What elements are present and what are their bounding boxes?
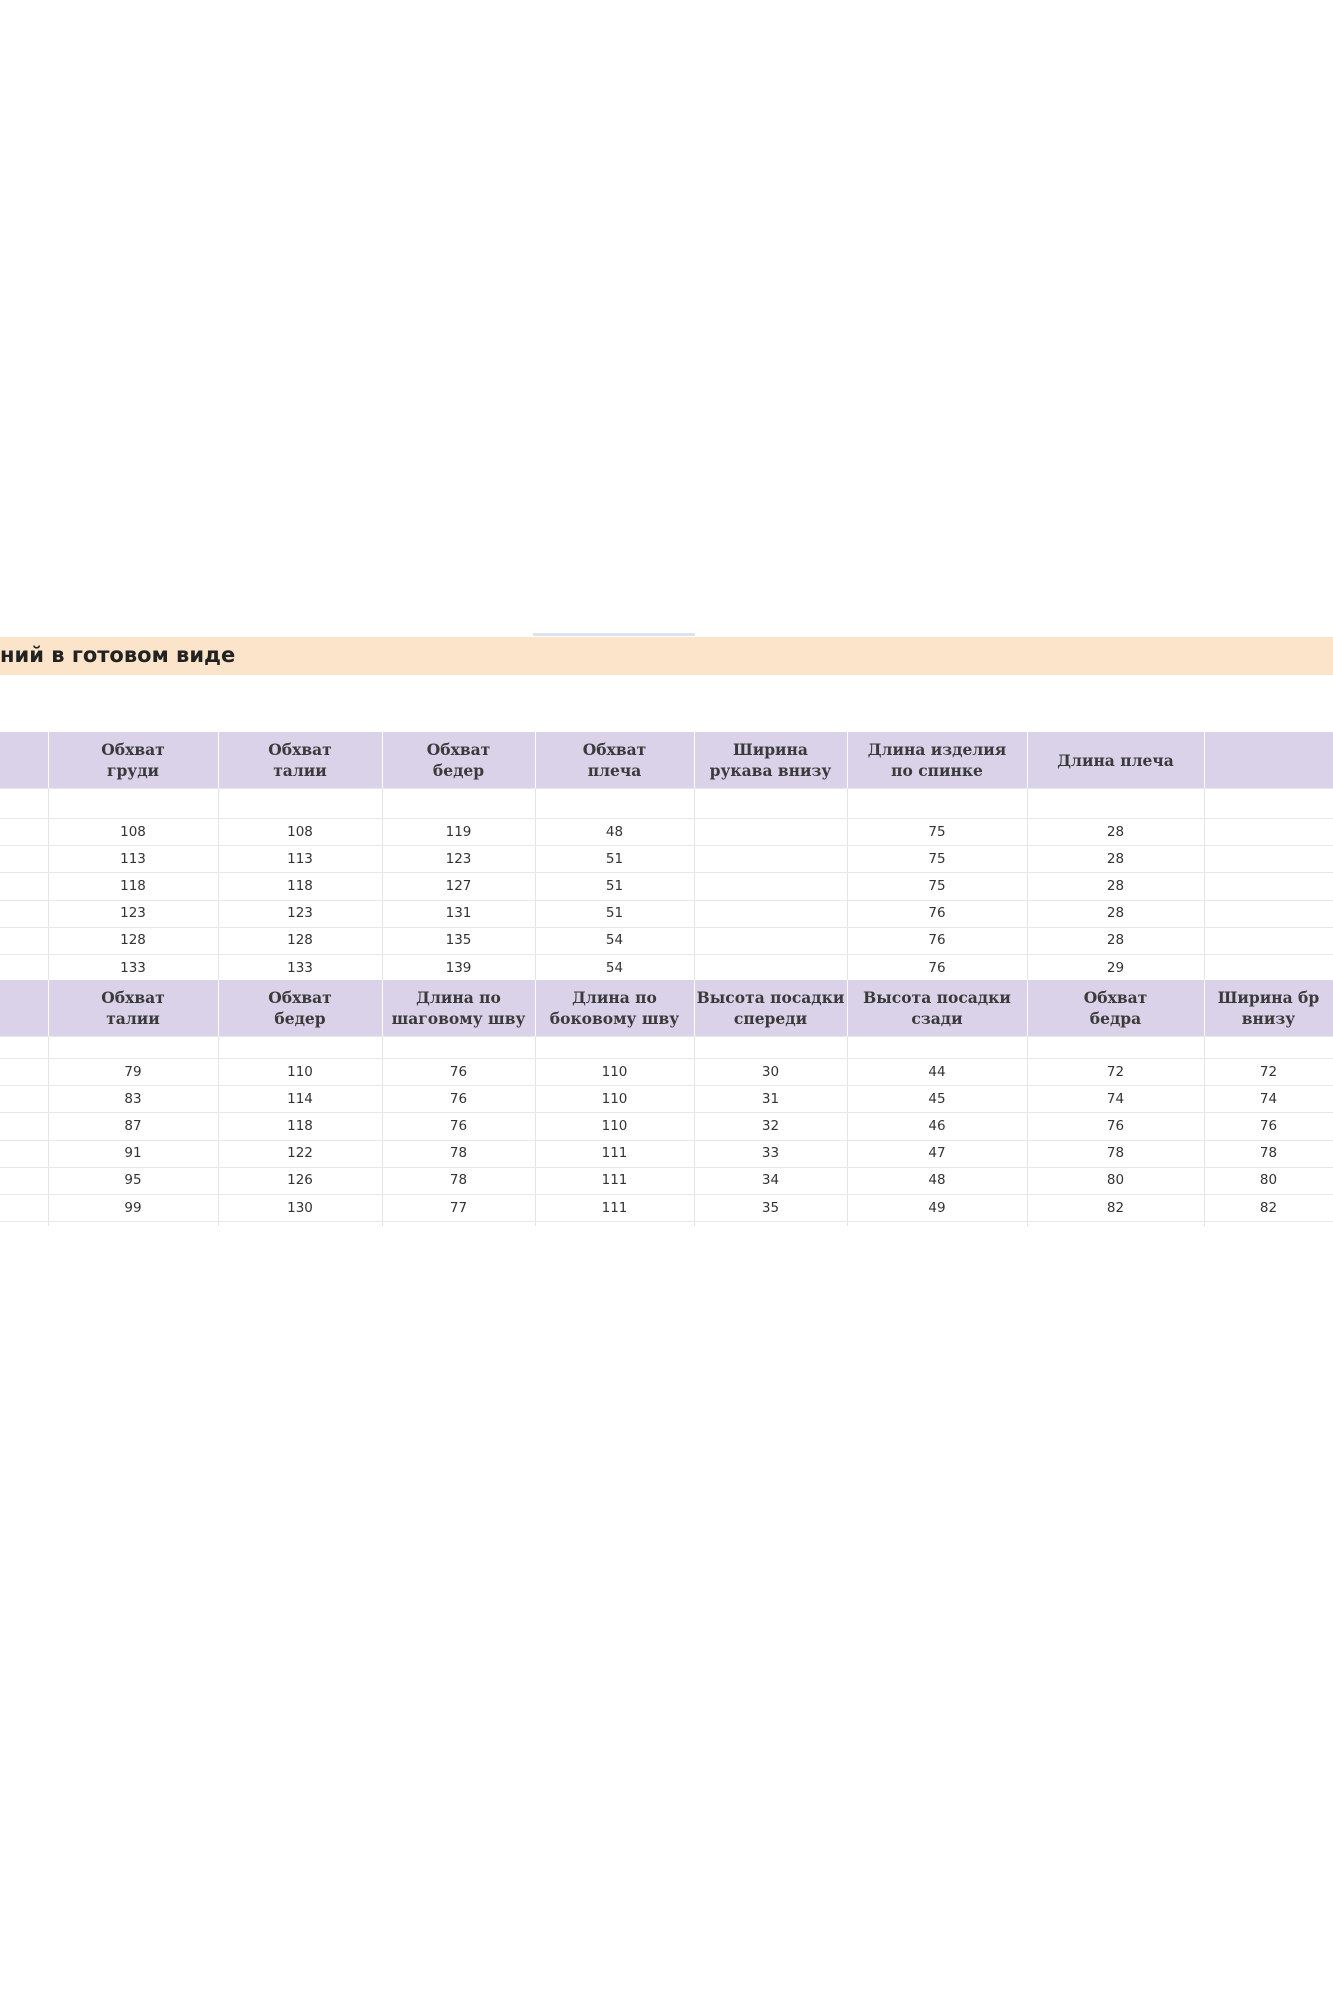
table2-header-divider	[1027, 980, 1028, 1036]
table1-header-cell: Обхват бедер	[426, 740, 491, 780]
table-cell	[1204, 818, 1333, 845]
table2-header-divider	[535, 980, 536, 1036]
table-row	[0, 1112, 1333, 1139]
table1-header-divider	[48, 732, 49, 788]
table-cell: 78	[1106, 1145, 1125, 1162]
table2-header-cell: Ширина бр внизу	[1217, 988, 1320, 1028]
table-row	[0, 1085, 1333, 1112]
table-row	[0, 1167, 1333, 1194]
table-cell: 123	[120, 905, 146, 922]
table1-header-cell	[1204, 732, 1333, 788]
table2-header-divider	[218, 980, 219, 1036]
table-cell: 44	[928, 1063, 946, 1080]
table2-header-cell: Высота посадки сзади	[863, 988, 1011, 1028]
table-cell: 123	[287, 905, 313, 922]
table2-header-cell	[0, 980, 48, 1036]
table-cell: 110	[601, 1063, 628, 1080]
table-row	[0, 818, 1333, 845]
table2-header-cell: Обхват талии	[101, 988, 165, 1028]
table2-row-divider	[0, 1221, 1333, 1222]
table-cell	[694, 900, 847, 927]
table2-row-divider	[0, 1036, 1333, 1037]
top-size-table	[0, 732, 1333, 980]
table-cell: 131	[445, 905, 472, 922]
table-cell	[0, 818, 48, 845]
table-cell: 28	[1106, 932, 1125, 949]
table-cell: 51	[605, 850, 624, 867]
table-cell: 82	[1259, 1199, 1278, 1216]
table-cell: 133	[287, 959, 313, 976]
table-cell: 75	[928, 823, 946, 840]
table-cell: 78	[449, 1172, 468, 1189]
table1-header-divider	[218, 732, 219, 788]
table-cell: 126	[287, 1172, 313, 1189]
title-bar	[0, 637, 1333, 675]
table-cell: 127	[445, 877, 472, 894]
table2-header-row	[0, 980, 1333, 1036]
table-row	[0, 1194, 1333, 1221]
table-cell: 111	[601, 1145, 628, 1162]
table-cell: 76	[449, 1063, 468, 1080]
table-cell: 130	[287, 1199, 313, 1216]
table-cell: 28	[1106, 905, 1125, 922]
table-row	[0, 1140, 1333, 1167]
table-row	[0, 1058, 1333, 1085]
table1-header-cell: Обхват талии	[268, 740, 332, 780]
table-cell: 30	[761, 1063, 780, 1080]
table-cell: 80	[1259, 1172, 1278, 1189]
table-cell: 113	[287, 850, 313, 867]
table-cell: 77	[449, 1199, 468, 1216]
table-cell: 72	[1106, 1063, 1125, 1080]
table-cell: 28	[1106, 877, 1125, 894]
table-cell: 48	[928, 1172, 946, 1189]
table-cell: 78	[1259, 1145, 1278, 1162]
table-cell	[694, 818, 847, 845]
table-cell: 118	[287, 1117, 313, 1134]
table-cell: 29	[1106, 959, 1125, 976]
header-accent-line	[533, 633, 695, 636]
table-cell: 128	[120, 932, 146, 949]
table-cell: 76	[928, 905, 946, 922]
table2-header-divider	[1204, 980, 1205, 1036]
table1-header-cell: Длина плеча	[1057, 750, 1174, 770]
table-row	[0, 954, 1333, 981]
table-cell	[0, 1085, 48, 1112]
table-cell: 75	[928, 877, 946, 894]
table1-header-cell: Обхват груди	[101, 740, 165, 780]
table2-header-divider	[694, 980, 695, 1036]
table1-header-cell: Обхват плеча	[582, 740, 647, 780]
table1-header-row	[0, 732, 1333, 788]
table-cell: 95	[124, 1172, 142, 1189]
table-row	[0, 900, 1333, 927]
table-cell: 33	[761, 1145, 780, 1162]
table1-header-divider	[535, 732, 536, 788]
table-cell: 76	[449, 1090, 468, 1107]
table2-header-divider	[382, 980, 383, 1036]
table-cell	[694, 927, 847, 954]
table-cell: 133	[120, 959, 146, 976]
table-cell: 110	[601, 1117, 628, 1134]
table2-header-cell: Обхват бедра	[1083, 988, 1148, 1028]
table-cell: 72	[1259, 1063, 1278, 1080]
table-cell: 135	[445, 932, 472, 949]
table-cell: 46	[928, 1117, 946, 1134]
table-cell: 119	[445, 823, 472, 840]
table-cell: 123	[445, 850, 472, 867]
table-cell: 51	[605, 877, 624, 894]
table-cell: 48	[605, 823, 624, 840]
table1-header-divider	[382, 732, 383, 788]
table2-header-divider	[847, 980, 848, 1036]
table-cell: 108	[120, 823, 146, 840]
table-cell: 110	[601, 1090, 628, 1107]
table-cell	[0, 1112, 48, 1139]
table-cell	[0, 872, 48, 899]
table-cell: 49	[928, 1199, 946, 1216]
table-cell	[1204, 872, 1333, 899]
table-cell	[694, 954, 847, 981]
table1-header-divider	[694, 732, 695, 788]
table-cell: 128	[287, 932, 313, 949]
table-cell: 78	[449, 1145, 468, 1162]
table-cell	[1204, 845, 1333, 872]
table-cell: 31	[761, 1090, 780, 1107]
table-row	[0, 872, 1333, 899]
table-cell	[0, 1140, 48, 1167]
table-cell: 113	[120, 850, 146, 867]
table1-header-cell: Длина изделия по спинке	[867, 740, 1007, 780]
table-cell	[0, 1058, 48, 1085]
table-cell: 74	[1259, 1090, 1278, 1107]
table-cell: 76	[1106, 1117, 1125, 1134]
table-cell: 87	[124, 1117, 142, 1134]
table2-header-cell: Высота посадки спереди	[696, 988, 845, 1028]
table-cell: 54	[605, 959, 624, 976]
table2-header-cell: Обхват бедер	[268, 988, 332, 1028]
table-cell: 83	[124, 1090, 142, 1107]
table-row	[0, 845, 1333, 872]
table-cell: 110	[287, 1063, 313, 1080]
table-cell: 122	[287, 1145, 313, 1162]
table-cell: 45	[928, 1090, 946, 1107]
table-cell: 76	[928, 959, 946, 976]
table-cell: 99	[124, 1199, 142, 1216]
table-cell: 35	[761, 1199, 780, 1216]
table1-header-cell	[0, 732, 48, 788]
table-cell	[0, 1194, 48, 1221]
table1-header-divider	[1027, 732, 1028, 788]
table-cell: 111	[601, 1199, 628, 1216]
table-cell: 139	[445, 959, 472, 976]
table-cell: 75	[928, 850, 946, 867]
table-cell: 82	[1106, 1199, 1125, 1216]
table-cell: 54	[605, 932, 624, 949]
table-cell: 28	[1106, 823, 1125, 840]
table-cell	[694, 872, 847, 899]
table-cell: 76	[928, 932, 946, 949]
table2-header-cell: Длина по боковому шву	[549, 988, 680, 1028]
page-title: ний в готовом виде	[0, 643, 236, 667]
table-cell: 91	[124, 1145, 142, 1162]
table-cell: 28	[1106, 850, 1125, 867]
table-cell: 76	[1259, 1117, 1278, 1134]
table-cell: 108	[287, 823, 313, 840]
table-cell: 111	[601, 1172, 628, 1189]
table1-header-cell: Ширина рукава внизу	[709, 740, 832, 780]
table-cell	[1204, 927, 1333, 954]
table-cell: 79	[124, 1063, 142, 1080]
table-cell: 51	[605, 905, 624, 922]
table-cell: 118	[287, 877, 313, 894]
table-cell: 34	[761, 1172, 780, 1189]
table-cell: 118	[120, 877, 146, 894]
table-cell	[1204, 900, 1333, 927]
bottom-size-table	[0, 980, 1333, 1226]
table1-header-divider	[1204, 732, 1205, 788]
table1-header-divider	[847, 732, 848, 788]
table-row	[0, 927, 1333, 954]
table-cell	[0, 954, 48, 981]
table-cell: 74	[1106, 1090, 1125, 1107]
table-cell: 32	[761, 1117, 780, 1134]
table-cell: 114	[287, 1090, 313, 1107]
table-cell	[694, 845, 847, 872]
table-cell: 80	[1106, 1172, 1125, 1189]
table-cell	[0, 845, 48, 872]
table-cell: 76	[449, 1117, 468, 1134]
table-cell	[0, 927, 48, 954]
table-cell: 47	[928, 1145, 946, 1162]
table1-row-divider	[0, 788, 1333, 789]
table2-header-divider	[48, 980, 49, 1036]
table2-header-cell: Длина по шаговому шву	[391, 988, 526, 1028]
table-cell	[0, 1167, 48, 1194]
table-cell	[0, 900, 48, 927]
table-cell	[1204, 954, 1333, 981]
